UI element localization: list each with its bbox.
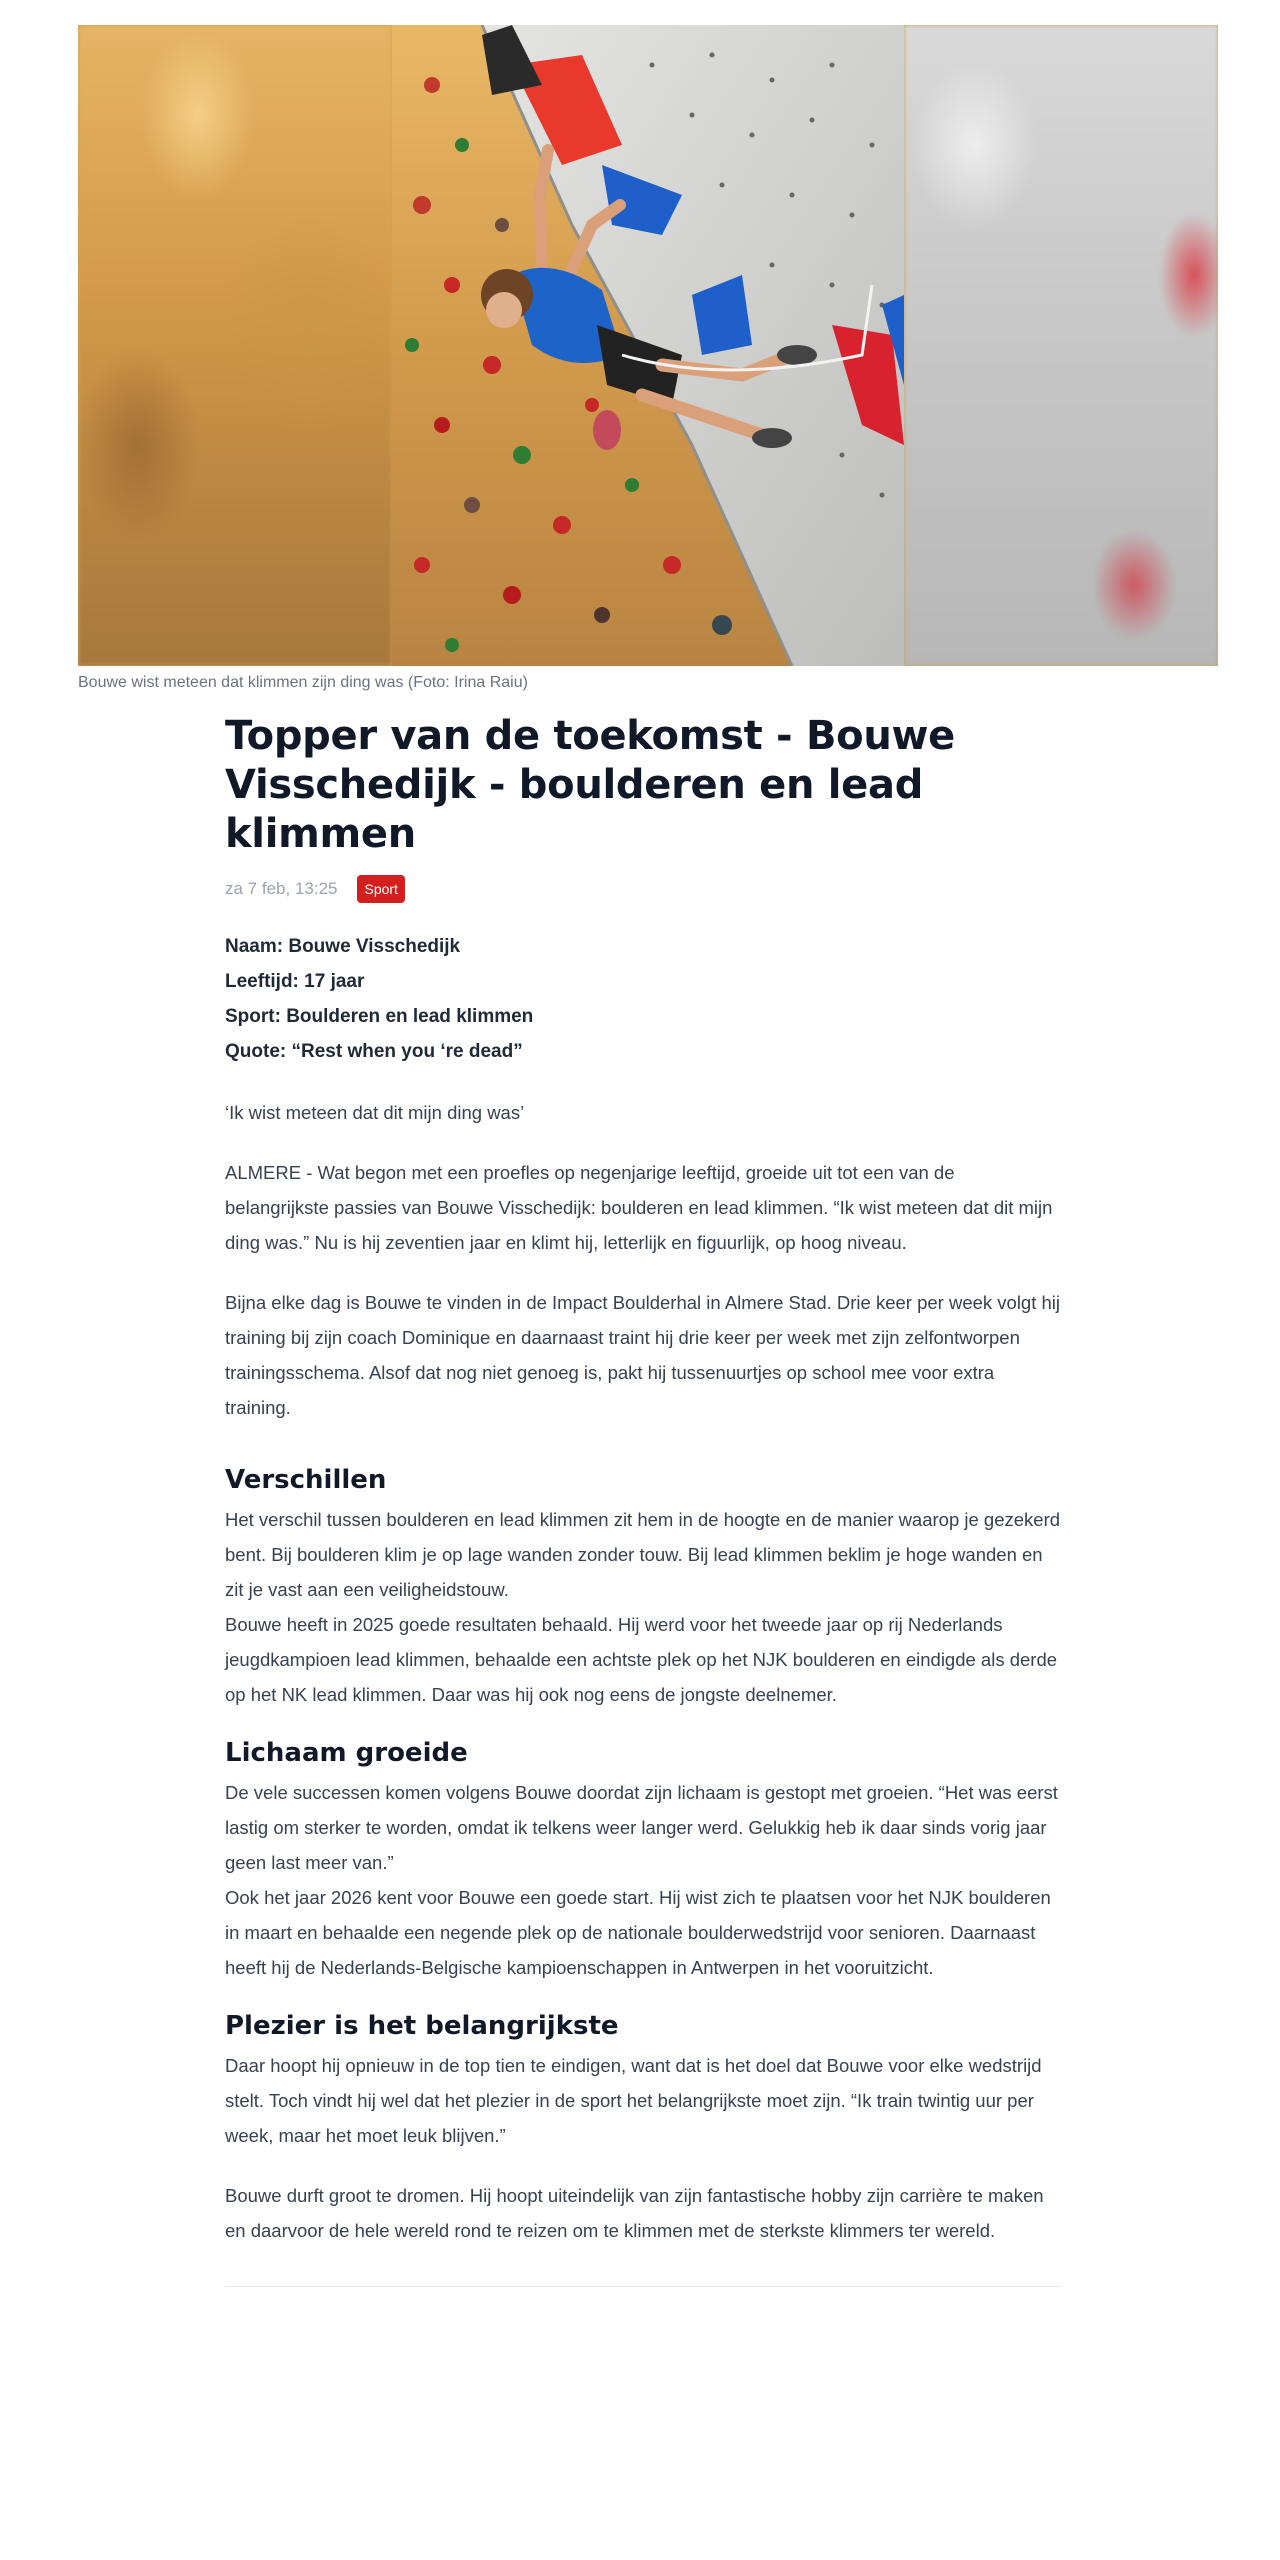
article xyxy=(225,712,1061,2287)
paragraph-2: Bijna elke dag is Bouwe te vinden in de Impact Boulderhal in Almere Stad. Drie keer per week volgt hij training bij zijn coach Dominique en daarnaast traint hij drie keer per week met zijn zelfontworpen trainingsschema. Alsof dat nog niet genoeg is, pakt hij tussenuurtjes op school mee voor extra training. xyxy=(225,1292,1061,1418)
hero-image xyxy=(78,25,1218,666)
fact-box xyxy=(225,929,1061,1069)
section1-paragraph-1: Het verschil tussen boulderen en lead klimmen zit hem in de hoogte en de manier waarop je gezekerd bent. Bij boulderen klim je op lage wanden zonder touw. Bij lead klimmen beklim je hoge wanden en zit je vast aan een veiligheidstouw. xyxy=(225,1509,1061,1600)
article-title: Topper van de toekomst - Bouwe Visschedijk - boulderen en lead klimmen xyxy=(225,713,955,857)
lead-paragraph: ‘Ik wist meteen dat dit mijn ding was’ xyxy=(225,1102,525,1123)
section-heading-lichaam-groeide: Lichaam groeide xyxy=(225,1738,468,1768)
section-heading-verschillen: Verschillen xyxy=(225,1465,387,1495)
category-badge[interactable]: Sport xyxy=(357,875,404,903)
fact-sport: Sport: Boulderen en lead klimmen xyxy=(225,1006,534,1027)
section2-paragraph-1: De vele successen komen volgens Bouwe doordat zijn lichaam is gestopt met groeien. “Het was eerst lastig om sterker te worden, omdat ik telkens weer langer werd. Gelukkig heb ik daar sinds vorig jaar geen last meer van.” xyxy=(225,1782,1058,1873)
article-meta xyxy=(225,873,1061,905)
section1-paragraph-2: Bouwe heeft in 2025 goede resultaten behaald. Hij werd voor het tweede jaar op rij Nederlands jeugdkampioen lead klimmen, behaalde een achtste plek op het NJK boulderen en eindigde als derde op het NK lead klimmen. Daar was hij ook nog eens de jongste deelnemer. xyxy=(225,1614,1058,1705)
publish-date: za 7 feb, 13:25 xyxy=(225,879,338,898)
hero-blur-left xyxy=(78,25,392,666)
section2-paragraph-2: Ook het jaar 2026 kent voor Bouwe een goede start. Hij wist zich te plaatsen voor het NJK boulderen in maart en behaalde een negende plek op de nationale boulderwedstrijd voor senioren. Daarnaast heeft hij de Nederlands-Belgische kampioenschappen in Antwerpen in het vooruitzicht. xyxy=(225,1887,1051,1978)
fact-quote: Quote: “Rest when you ‘re dead” xyxy=(225,1041,523,1062)
section3-paragraph-1: Daar hoopt hij opnieuw in de top tien te eindigen, want dat is het doel dat Bouwe voor elke wedstrijd stelt. Toch vindt hij wel dat het plezier in de sport het belangrijkste moet zijn. “Ik train twintig uur per week, maar het moet leuk blijven.” xyxy=(225,2055,1042,2146)
intro-paragraph: ALMERE - Wat begon met een proefles op negenjarige leeftijd, groeide uit tot een van de belangrijkste passies van Bouwe Visschedijk: boulderen en lead klimmen. “Ik wist meteen dat dit mijn ding was.” Nu is hij zeventien jaar en klimt hij, letterlijk en figuurlijk, op hoog niveau. xyxy=(225,1162,1053,1253)
climbing-photo xyxy=(392,25,904,666)
section3-paragraph-2: Bouwe durft groot te dromen. Hij hoopt uiteindelijk van zijn fantastische hobby zijn carrière te maken en daarvoor de hele wereld rond te reizen om te klimmen met de sterkste klimmers ter wereld. xyxy=(225,2185,1044,2241)
article-end-divider xyxy=(225,2286,1061,2287)
fact-name: Naam: Bouwe Visschedijk xyxy=(225,936,461,957)
image-caption: Bouwe wist meteen dat klimmen zijn ding was (Foto: Irina Raiu) xyxy=(78,674,528,691)
section-heading-plezier: Plezier is het belangrijkste xyxy=(225,2011,619,2041)
fact-age: Leeftijd: 17 jaar xyxy=(225,971,365,992)
hero-blur-right xyxy=(904,25,1218,666)
